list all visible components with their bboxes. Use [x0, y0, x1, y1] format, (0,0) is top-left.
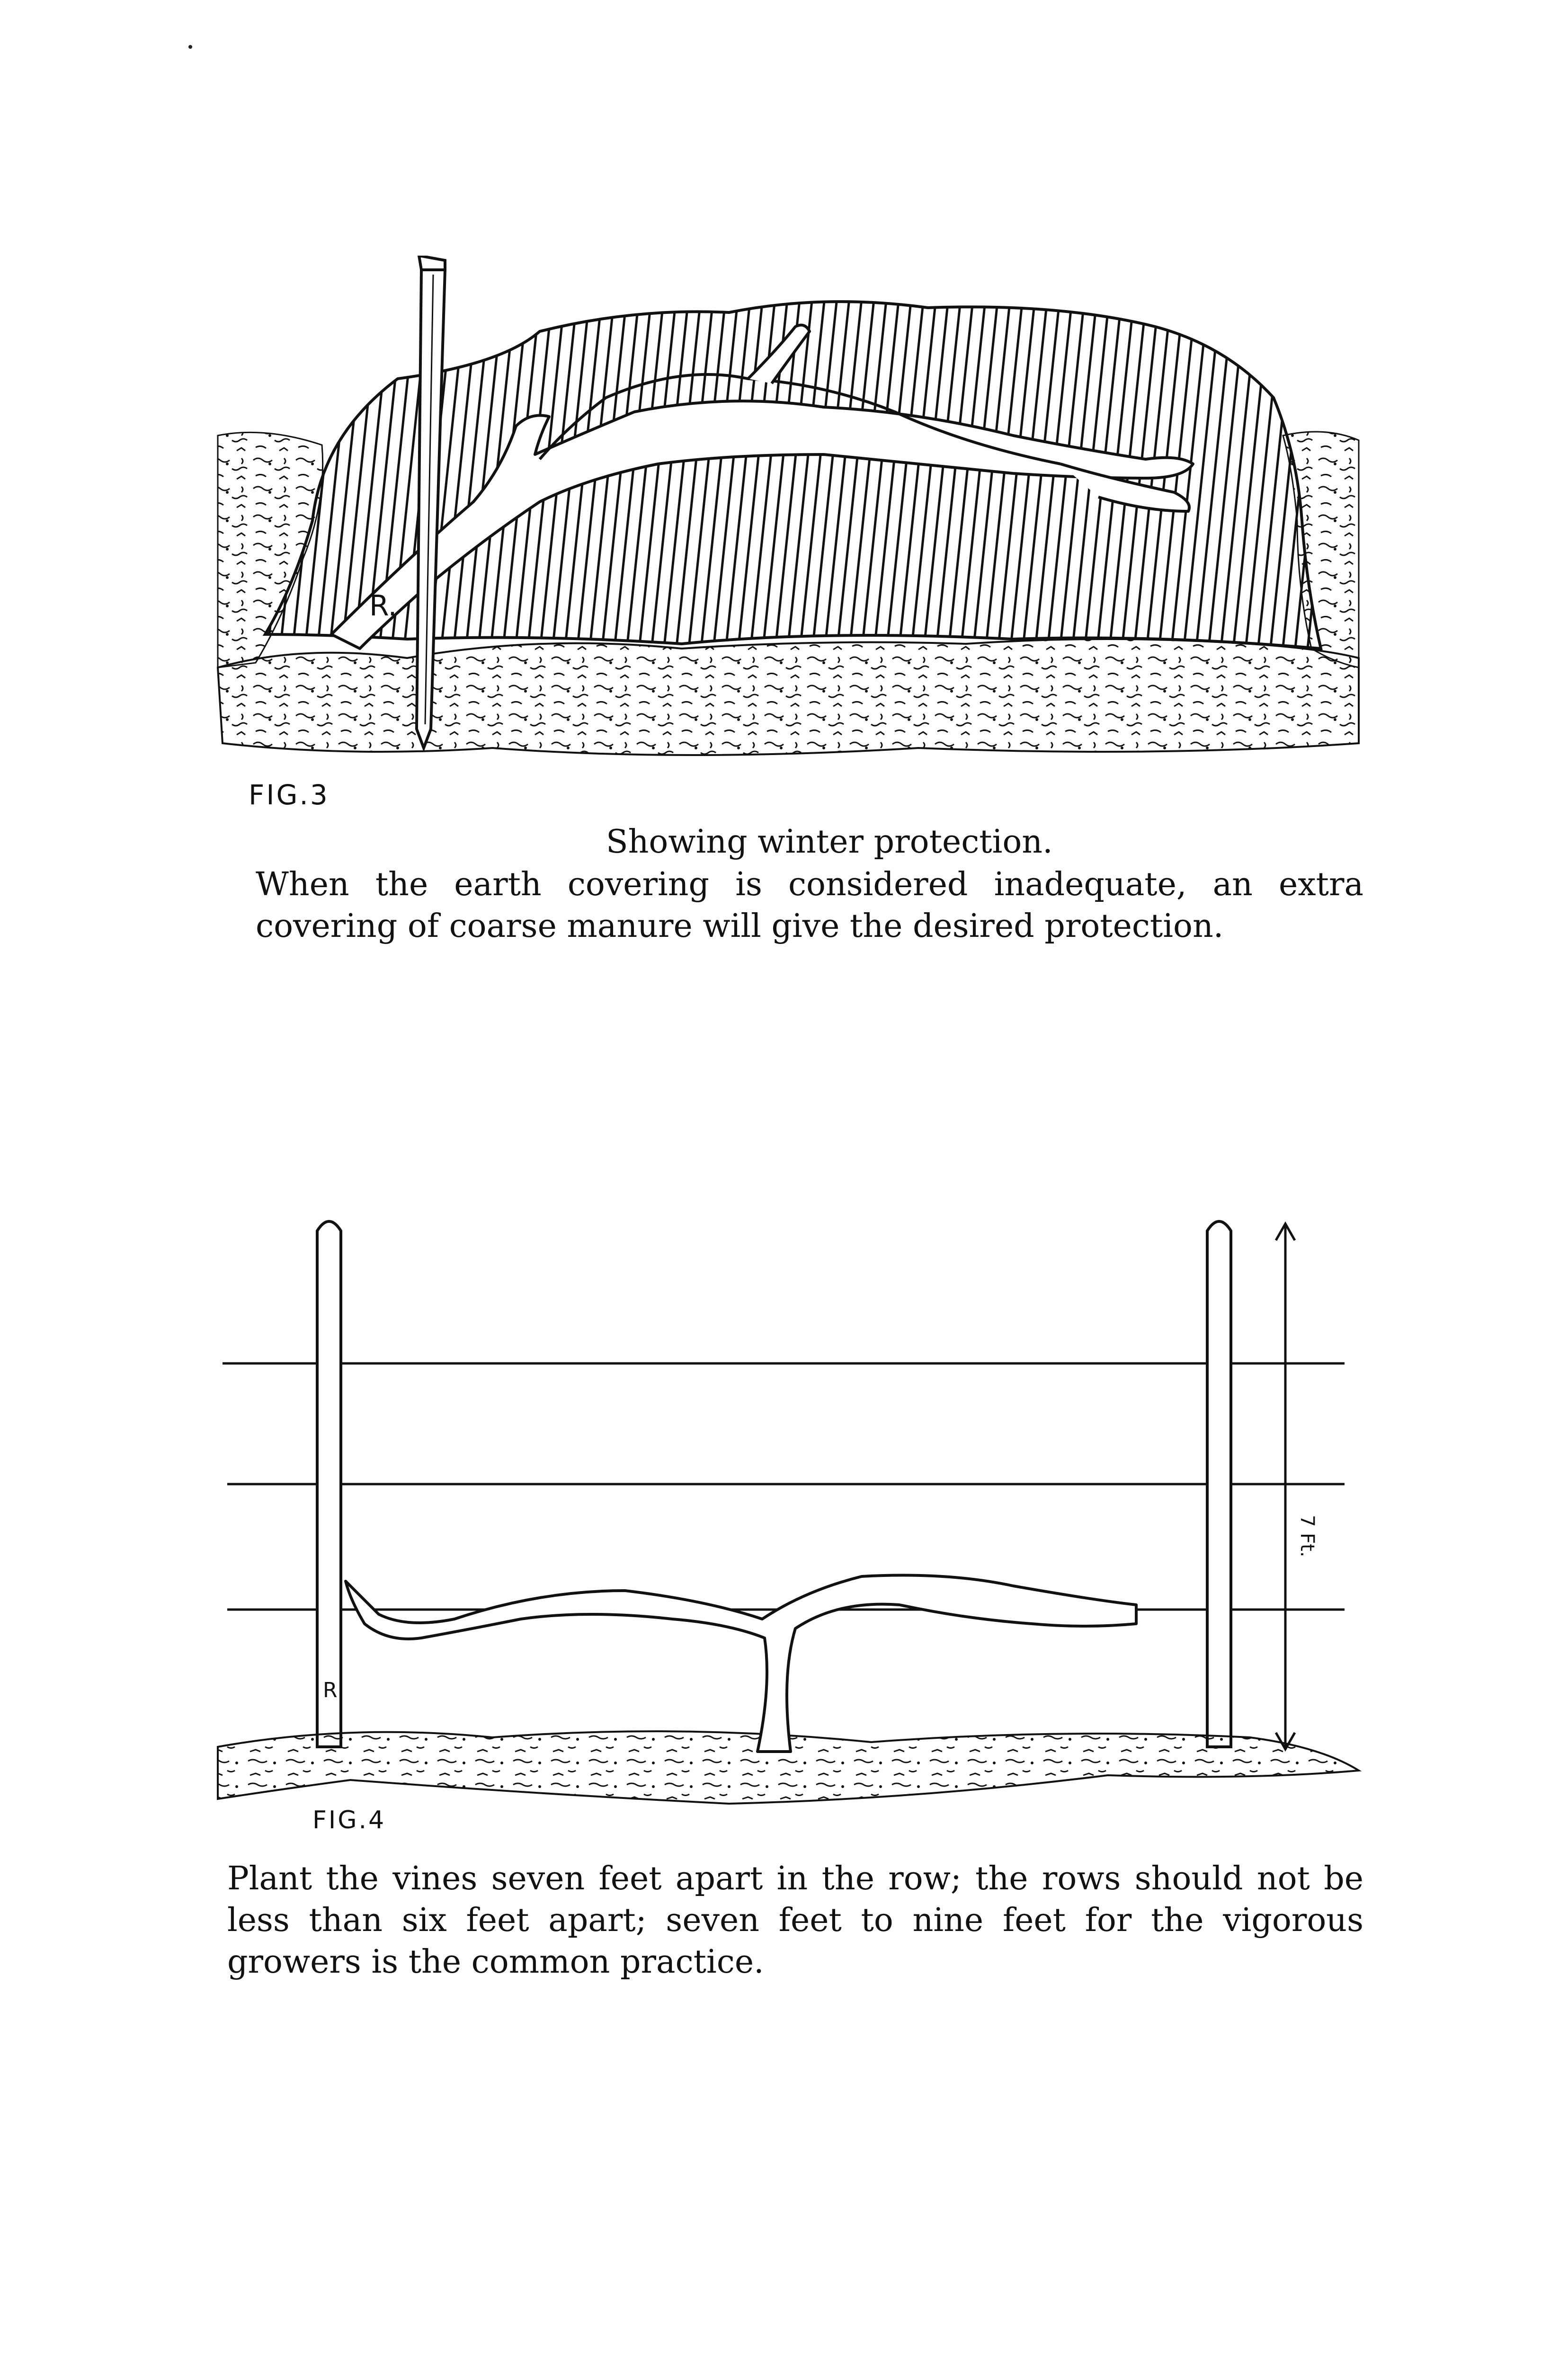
figure-3-illustration	[208, 256, 1363, 781]
stake-label: R.	[369, 589, 397, 623]
stray-mark	[188, 45, 192, 49]
figure-3-label: FIG.3	[249, 779, 330, 811]
figure-4-label: FIG.4	[312, 1806, 386, 1834]
figure-4-illustration	[208, 1212, 1363, 1865]
height-label: 7 Ft.	[1296, 1515, 1318, 1557]
post-label: R	[323, 1678, 338, 1702]
paragraph-winter-protection: When the earth covering is considered inadequate, an extra covering of coarse manure will give the desired protection.	[256, 866, 1363, 945]
figure-3-caption: Showing winter protection.	[606, 823, 1053, 861]
paragraph-vine-spacing: Plant the vines seven feet apart in the row; the rows should not be less than six feet apart; seven feet to nine feet for the vigorous growers is the common practice.	[227, 1860, 1363, 1981]
